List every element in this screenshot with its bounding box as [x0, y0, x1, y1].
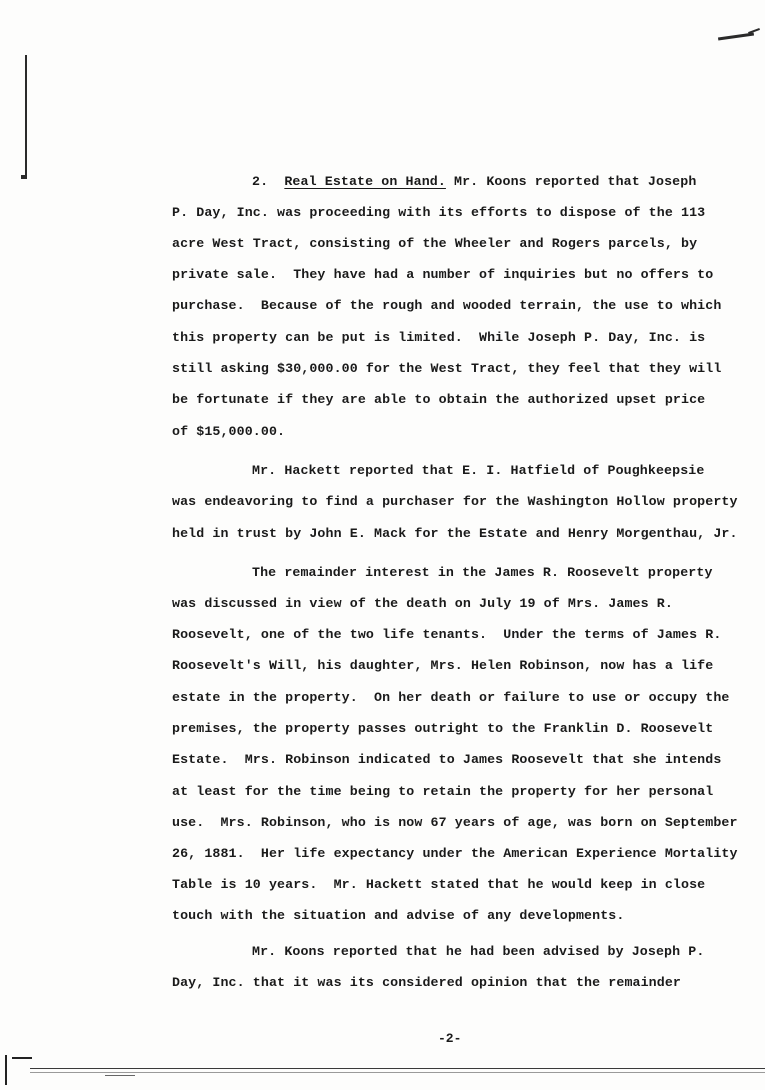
text-line: Estate. Mrs. Robinson indicated to James Roosevelt that she intends — [172, 752, 722, 767]
section-heading: Real Estate on Hand. — [284, 174, 446, 189]
text-line: purchase. Because of the rough and wooded terrain, the use to which — [172, 298, 722, 313]
margin-mark-dot — [21, 175, 27, 179]
text-line: acre West Tract, consisting of the Wheeler and Rogers parcels, by — [172, 236, 698, 251]
text-line: Mr. Koons reported that he had been advised by Joseph P. — [252, 944, 705, 959]
text-line: The remainder interest in the James R. Roosevelt property — [252, 565, 713, 580]
text-line: Mr. Hackett reported that E. I. Hatfield of Poughkeepsie — [252, 463, 705, 478]
text-line: private sale. They have had a number of inquiries but no offers to — [172, 267, 714, 282]
text-line: held in trust by John E. Mack for the Estate and Henry Morgenthau, Jr. — [172, 526, 738, 541]
text-line: at least for the time being to retain the property for her personal — [172, 784, 714, 799]
text-line — [252, 174, 696, 189]
margin-mark — [25, 55, 27, 175]
text-line: be fortunate if they are able to obtain the authorized upset price — [172, 392, 706, 407]
text-line: Roosevelt, one of the two life tenants. Under the terms of James R. — [172, 627, 722, 642]
bottom-corner-tick — [12, 1057, 32, 1059]
text-line: premises, the property passes outright to the Franklin D. Roosevelt — [172, 721, 714, 736]
section-number: 2. — [252, 174, 269, 189]
text-line: this property can be put is limited. While Joseph P. Day, Inc. is — [172, 330, 706, 345]
bottom-stray-mark — [105, 1075, 135, 1076]
bottom-corner-mark — [5, 1055, 7, 1085]
text-line: Day, Inc. that it was its considered opinion that the remainder — [172, 975, 682, 990]
text-line: estate in the property. On her death or failure to use or occupy the — [172, 690, 730, 705]
text-line: Roosevelt's Will, his daughter, Mrs. Helen Robinson, now has a life — [172, 658, 714, 673]
text-line: Table is 10 years. Mr. Hackett stated that he would keep in close — [172, 877, 706, 892]
corner-mark-tail — [748, 28, 760, 34]
text-line: still asking $30,000.00 for the West Tract, they feel that they will — [172, 361, 722, 376]
page-number: -2- — [438, 1031, 462, 1046]
text-line: touch with the situation and advise of any developments. — [172, 908, 625, 923]
text-line: was discussed in view of the death on July 19 of Mrs. James R. — [172, 596, 673, 611]
text-line: use. Mrs. Robinson, who is now 67 years of age, was born on September — [172, 815, 738, 830]
text-line: 26, 1881. Her life expectancy under the American Experience Mortality — [172, 846, 738, 861]
text-line-rest: Mr. Koons reported that Joseph — [445, 174, 697, 189]
bottom-rule-shadow — [30, 1072, 765, 1073]
text-line: P. Day, Inc. was proceeding with its efforts to dispose of the 113 — [172, 205, 706, 220]
text-line: of $15,000.00. — [172, 424, 286, 439]
text-line: was endeavoring to find a purchaser for the Washington Hollow property — [172, 494, 738, 509]
bottom-rule — [30, 1068, 765, 1069]
